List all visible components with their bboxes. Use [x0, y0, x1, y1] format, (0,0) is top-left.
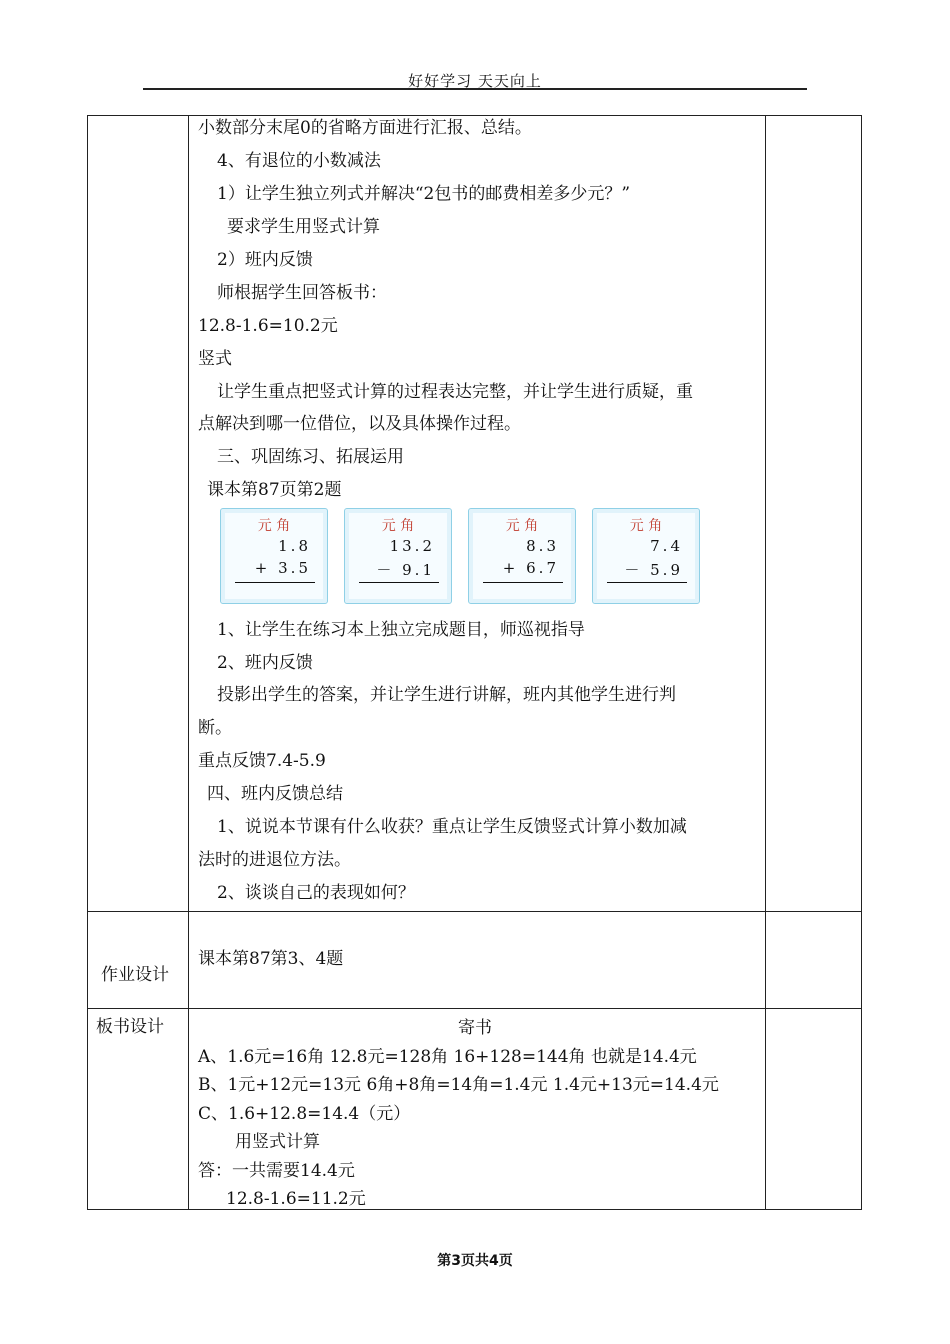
lesson-line: 2）班内反馈	[217, 250, 313, 270]
lesson-line: 2、班内反馈	[217, 653, 313, 673]
card-operand: 7.4	[650, 537, 683, 555]
card-operand: － 9.1	[376, 561, 435, 579]
lesson-line: 竖式	[198, 349, 232, 369]
card-operand: － 5.9	[624, 561, 683, 579]
lesson-line: 小数部分末尾0的省略方面进行汇报、总结。	[198, 118, 532, 138]
exercise-card	[468, 508, 576, 604]
card-unit-header: 元 角	[257, 518, 291, 534]
card-operand: + 3.5	[254, 559, 311, 577]
page-number: 第3页共4页	[437, 1253, 513, 1269]
exercise-card	[592, 508, 700, 604]
homework-label: 作业设计	[101, 965, 169, 985]
board-line: C、1.6+12.8=14.4（元）	[198, 1104, 411, 1124]
page-header: 好好学习 天天向上	[408, 72, 542, 90]
board-label: 板书设计	[96, 1017, 164, 1037]
card-unit-header: 元 角	[629, 518, 663, 534]
exercise-card	[344, 508, 452, 604]
exercise-card	[220, 508, 328, 604]
board-line: 答：一共需要14.4元	[198, 1161, 355, 1181]
card-sum-rule	[235, 582, 315, 583]
table-divider-right	[765, 115, 766, 1210]
card-operand: 13.2	[389, 537, 435, 555]
lesson-line: 4、有退位的小数减法	[217, 151, 381, 171]
card-operand: 1.8	[278, 537, 311, 555]
lesson-line: 1、让学生在练习本上独立完成题目，师巡视指导	[217, 620, 585, 640]
lesson-line: 法时的进退位方法。	[198, 850, 351, 870]
lesson-line: 12.8-1.6=10.2元	[198, 316, 338, 336]
card-unit-header: 元 角	[381, 518, 415, 534]
card-operand: + 6.7	[502, 559, 559, 577]
exercise-figure	[215, 508, 705, 608]
card-sum-rule	[359, 582, 439, 583]
lesson-line: 要求学生用竖式计算	[227, 217, 380, 237]
card-sum-rule	[483, 582, 563, 583]
header-rule	[143, 88, 807, 90]
table-divider-left	[188, 115, 189, 1210]
lesson-line: 师根据学生回答板书：	[217, 283, 387, 303]
card-sum-rule	[607, 582, 687, 583]
card-unit-header: 元 角	[505, 518, 539, 534]
board-line: A、1.6元=16角 12.8元=128角 16+128=144角 也就是14.4元	[198, 1047, 697, 1067]
lesson-line: 让学生重点把竖式计算的过程表达完整，并让学生进行质疑，重	[217, 382, 693, 402]
lesson-line: 点解决到哪一位借位，以及具体操作过程。	[198, 414, 521, 434]
lesson-line: 投影出学生的答案，并让学生进行讲解，班内其他学生进行判	[217, 685, 676, 705]
board-line: 用竖式计算	[235, 1132, 320, 1152]
board-line: 12.8-1.6=11.2元	[226, 1189, 366, 1209]
lesson-line: 断。	[198, 718, 232, 738]
board-title: 寄书	[458, 1018, 492, 1038]
card-operand: 8.3	[526, 537, 559, 555]
row-divider-2	[87, 1008, 862, 1009]
lesson-line: 四、班内反馈总结	[207, 784, 343, 804]
row-divider-1	[87, 911, 862, 912]
lesson-line: 三、巩固练习、拓展运用	[217, 447, 404, 467]
lesson-line: 2、谈谈自己的表现如何？	[217, 883, 415, 903]
lesson-line: 课本第87页第2题	[207, 480, 342, 500]
lesson-line: 1、说说本节课有什么收获？重点让学生反馈竖式计算小数加减	[217, 817, 687, 837]
lesson-line: 重点反馈7.4-5.9	[198, 751, 326, 771]
lesson-line: 1）让学生独立列式并解决“2包书的邮费相差多少元？”	[217, 184, 631, 204]
homework-content: 课本第87第3、4题	[198, 949, 344, 969]
board-line: B、1元+12元=13元 6角+8角=14角=1.4元 1.4元+13元=14.4元	[198, 1075, 719, 1095]
